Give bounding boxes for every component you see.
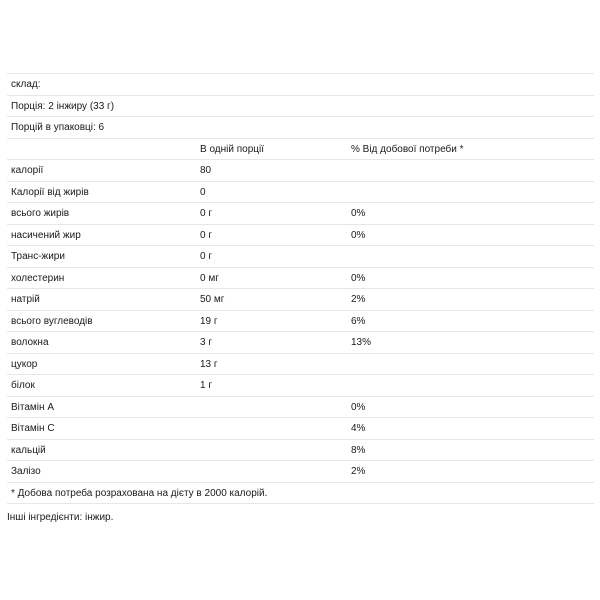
- nutrient-name: цукор: [11, 358, 38, 370]
- servings-per-package: Порцій в упаковці: 6: [11, 122, 105, 133]
- composition-label: склад:: [11, 79, 41, 90]
- footnote: * Добова потреба розрахована на дієту в 2000 калорій.: [11, 487, 268, 499]
- nutrient-amount: 0 г: [200, 208, 212, 219]
- nutrient-amount: 13 г: [200, 358, 218, 370]
- nutrient-daily-value: 2%: [351, 294, 366, 305]
- nutrient-name: Вітамін А: [11, 401, 54, 413]
- nutrient-daily-value: 13%: [351, 337, 372, 348]
- table-row: [7, 160, 594, 182]
- nutrient-name: Вітамін С: [11, 423, 55, 434]
- serving-row: [7, 96, 594, 118]
- table-row: [7, 397, 594, 419]
- nutrient-name: волокна: [11, 337, 49, 348]
- column-header-per-serving: В одній порції: [200, 143, 264, 155]
- nutrient-amount: 3 г: [200, 337, 212, 348]
- table-row: [7, 418, 594, 440]
- nutrient-name: холестерин: [11, 272, 65, 284]
- nutrient-daily-value: 0%: [351, 401, 366, 413]
- column-header-row: [7, 139, 594, 161]
- nutrient-name: Залізо: [11, 466, 41, 477]
- nutrient-amount: 0: [200, 186, 206, 198]
- nutrient-name: Калорії від жирів: [11, 186, 89, 198]
- table-row: [7, 268, 594, 290]
- table-row: [7, 182, 594, 204]
- nutrient-amount: 80: [200, 165, 212, 176]
- footnote-row: [7, 483, 594, 505]
- nutrient-amount: 0 мг: [200, 272, 219, 284]
- table-row: [7, 461, 594, 483]
- table-row: [7, 225, 594, 247]
- nutrient-daily-value: 6%: [351, 315, 366, 327]
- serving-size: Порція: 2 інжиру (33 г): [11, 100, 115, 112]
- nutrient-amount: 0 г: [200, 229, 212, 241]
- table-row: [7, 375, 594, 397]
- table-row: [7, 203, 594, 225]
- other-ingredients: Інші інгредієнти: інжир.: [7, 512, 114, 523]
- nutrient-daily-value: 4%: [351, 423, 366, 434]
- composition-row: [7, 74, 594, 96]
- nutrient-amount: 1 г: [200, 380, 212, 391]
- nutrition-table: [7, 73, 594, 504]
- nutrient-name: кальцій: [11, 444, 46, 456]
- table-row: [7, 246, 594, 268]
- nutrient-name: Транс-жири: [11, 251, 65, 262]
- nutrient-daily-value: 0%: [351, 208, 366, 219]
- servings-per-package-row: [7, 117, 594, 139]
- table-row: [7, 354, 594, 376]
- nutrient-name: насичений жир: [11, 229, 81, 241]
- table-row: [7, 289, 594, 311]
- nutrient-amount: 19 г: [200, 315, 218, 327]
- table-row: [7, 332, 594, 354]
- nutrient-daily-value: 0%: [351, 229, 366, 241]
- nutrient-daily-value: 0%: [351, 272, 366, 284]
- nutrient-daily-value: 2%: [351, 466, 366, 477]
- table-row: [7, 311, 594, 333]
- nutrient-amount: 0 г: [200, 251, 212, 262]
- table-row: [7, 440, 594, 462]
- nutrient-name: натрій: [11, 294, 40, 305]
- nutrient-amount: 50 мг: [200, 294, 225, 305]
- nutrient-name: всього жирів: [11, 208, 70, 219]
- column-header-daily-value: % Від добової потреби *: [351, 143, 464, 155]
- nutrient-name: білок: [11, 380, 35, 391]
- nutrient-daily-value: 8%: [351, 444, 366, 456]
- nutrient-name: всього вуглеводів: [11, 315, 93, 327]
- nutrient-name: калорії: [11, 165, 44, 176]
